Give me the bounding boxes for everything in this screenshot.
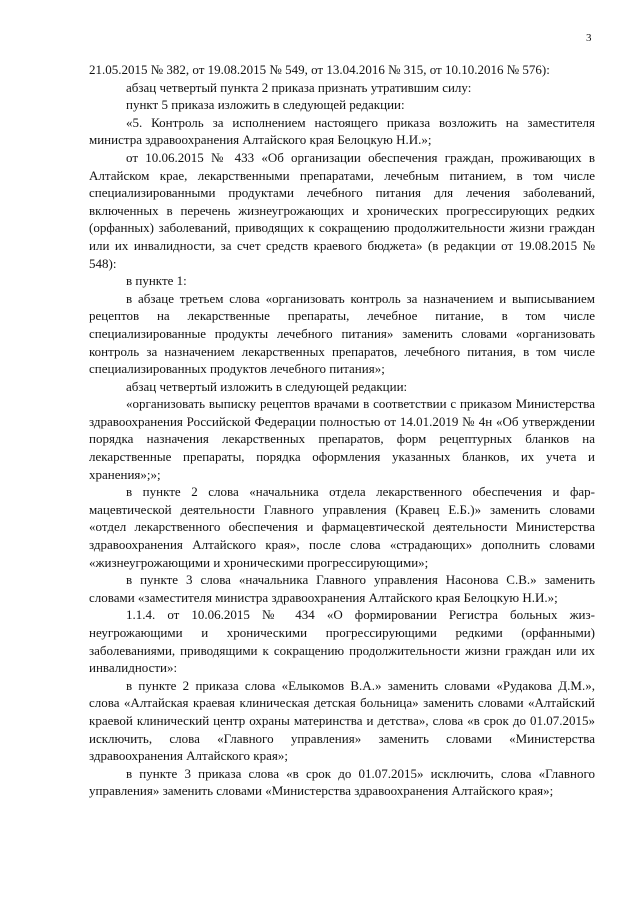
paragraph: в абзаце третьем слова «организовать контроль за назначением и выписыванием рецептов на лекарственные препараты, лечебное питание, в том числе специализированные продукты лечебного питания» заменить словами «организовать контроль за назначением лекарственных препаратов, лечебного питания, в том числе специализированных продуктов лечебного питания»; <box>89 290 595 377</box>
paragraph: в пункте 2 приказа слова «Елыкомов В.А.» заменить словами «Рудакова Д.М.», слова «Алтайская краевая клиническая детская больница» заменить словами «Алтайский краевой клинический центр охраны материнства и детства», слова «в срок до 01.07.2015» исключить, слова «Главного управления» заменить словами «Министерства здравоохранения Алтайского края»; <box>89 677 595 764</box>
paragraph: в пункте 1: <box>126 273 187 289</box>
paragraph: в пункте 3 слова «начальника Главного управления Насонова С.В.» заменить словами «заместителя министра здравоохранения Алтайского края Белоцкую Н.И.»; <box>89 572 595 605</box>
document-body <box>89 61 595 800</box>
paragraph: 21.05.2015 № 382, от 19.08.2015 № 549, от 13.04.2016 № 315, от 10.10.2016 № 576): <box>89 62 550 77</box>
paragraph: «5. Контроль за исполнением настоящего приказа возложить на заместителя министра здравоохранения Алтайского края Белоцкую Н.И.»; <box>89 114 595 148</box>
paragraph: 1.1.4. от 10.06.2015 № 434 «О формировании Регистра больных жизнеугрожающими и хроническими прогрессирующими редкими (орфанными) заболеваниями, приводящими к сокращению продолжительности жизни граждан или их инвалидности»: <box>89 607 595 676</box>
paragraph: абзац четвертый изложить в следующей редакции: <box>126 378 408 394</box>
paragraph: абзац четвертый пункта 2 приказа признать утратившим силу: <box>126 79 472 95</box>
paragraph: пункт 5 приказа изложить в следующей редакции: <box>126 97 405 113</box>
paragraph: в пункте 3 приказа слова «в срок до 01.07.2015» исключить, слова «Главного управления» заменить словами «Министерства здравоохранения Алтайского края»; <box>89 765 595 799</box>
paragraph: «организовать выписку рецептов врачами в соответствии с приказом Министерства здравоохранения Российской Федерации полностью от 14.01.2019 № 4н «Об утверждении порядка назначения лекарственных препаратов, форм рецептурных бланков на лекарственные препараты, порядка оформления указанных бланков, их учета и хранения»;»; <box>89 396 595 482</box>
paragraph: от 10.06.2015 № 433 «Об организации обеспечения граждан, проживающих в Алтайском крае, лекарственными препаратами, лечебным питанием, в том числе специализированными продуктами лечебного питания для лечения заболеваний, включенных в перечень жизнеугрожающих и хронических прогрессирующих редких (орфанных) заболеваний, приводящих к сокращению продолжительности жизни граждан или их инвалидности, за счет средств краевого бюджета» (в редакции от 19.08.2015 № 548): <box>89 149 595 271</box>
page-number: 3 <box>586 32 592 44</box>
paragraph: в пункте 2 слова «начальника отдела лекарственного обеспечения и фармацевтической деятельности Главного управления (Кравец Е.Б.)» заменить словами «отдел лекарственного обеспечения и фармацевтической деятельности Министерства здравоохранения Алтайского края», после слова «страдающих» дополнить словами «жизнеугрожающими и хроническими прогрессирующими»; <box>89 484 595 570</box>
